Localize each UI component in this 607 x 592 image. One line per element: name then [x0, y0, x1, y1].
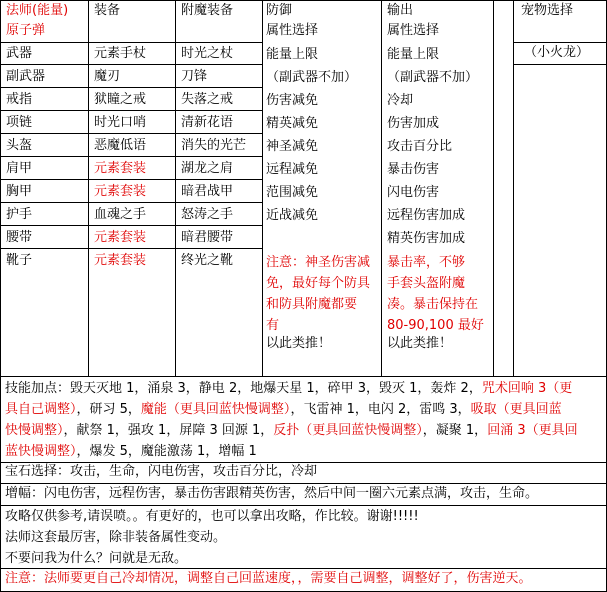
defense-note [266, 252, 370, 336]
equipment-item: 时光口哨 [94, 115, 147, 130]
skill-segment: 具自己调整） [5, 402, 77, 417]
defense-attribute: 神圣减免 [266, 139, 319, 154]
final-note: 注意：法师要更自己冷却情况，调整自己回蓝速度，，需要自己调整，调整好了，伤害逆天。 [5, 571, 532, 586]
grid-line [0, 0, 1, 592]
grid-line [513, 64, 607, 65]
defense-note-tail: 以此类推！ [266, 336, 332, 351]
grid-line [381, 0, 382, 376]
skill-segment: ，凝聚 1， [422, 423, 488, 438]
footer-line: 攻略仅供参考,请误喷。。有更好的，也可以拿出攻略，作比较。谢谢!!!!! [5, 509, 419, 524]
defense-note-line: 免，最好每个防具 [266, 276, 371, 291]
skill-segment: 吸取（更具回蓝 [470, 402, 562, 417]
equipment-item: 元素套装 [94, 161, 147, 176]
skill-segment: ，爆发 5，魔能激荡 1，增幅 1 [76, 444, 257, 459]
enchant-item: 怒涛之手 [181, 207, 234, 222]
skill-line [5, 420, 578, 441]
output-attribute: 能量上限 [387, 47, 440, 62]
defense-attribute: 远程减免 [266, 162, 319, 177]
equipment-item: 元素套装 [94, 184, 147, 199]
defense-attribute: 能量上限 [266, 47, 319, 62]
skill-line [5, 378, 578, 399]
pet-header: 宠物选择 [521, 3, 574, 18]
class-title: 法师(能量) [6, 3, 69, 18]
equipment-slot: 头盔 [6, 138, 33, 153]
enchant-item: 失落之戒 [181, 92, 234, 107]
skill-segment: 蓝快慢调整） [5, 444, 77, 459]
defense-list [266, 43, 357, 227]
equipment-slot: 副武器 [6, 69, 46, 84]
skill-segment: ，献祭 1，强攻 1，屏障 3 回源 1， [63, 423, 274, 438]
output-note-line: 手套头盔附魔 [387, 276, 466, 291]
defense-subheader: 属性选择 [266, 23, 319, 38]
build-name: 原子弹 [6, 23, 46, 38]
output-attribute: 攻击百分比 [387, 139, 453, 154]
enchant-item: 时光之杖 [181, 46, 234, 61]
grid-line [0, 64, 262, 65]
defense-attribute: 范围减免 [266, 185, 319, 200]
skill-segment: ，飞雷神 1，电闪 2，雷鸣 3， [290, 402, 471, 417]
defense-header: 防御 [266, 3, 293, 18]
defense-attribute: 精英减免 [266, 116, 319, 131]
skill-segment: 快慢调整） [5, 423, 64, 438]
defense-attribute: （副武器不加） [266, 70, 358, 85]
grid-line [175, 0, 176, 376]
output-note [387, 252, 484, 336]
output-attribute: 伤害加成 [387, 116, 440, 131]
grid-line [0, 133, 262, 134]
enchant-item: 暗君腰带 [181, 230, 234, 245]
equipment-slot: 护手 [6, 207, 33, 222]
grid-line [493, 0, 494, 376]
grid-line [262, 0, 263, 376]
skill-points [5, 378, 578, 462]
grid-line [88, 0, 89, 376]
enchant-item: 清新花语 [181, 115, 234, 130]
equipment-slot: 肩甲 [6, 161, 33, 176]
equipment-slot: 胸甲 [6, 184, 33, 199]
defense-attribute: 伤害减免 [266, 93, 319, 108]
output-attribute: （副武器不加） [387, 70, 479, 85]
pet-choice: （小火龙） [524, 45, 590, 60]
output-attribute: 冷却 [387, 93, 414, 108]
gem-selection: 宝石选择：攻击，生命，闪电伤害，攻击百分比，冷却 [5, 464, 318, 479]
skill-line [5, 441, 578, 462]
grid-line [0, 376, 607, 377]
output-subheader: 属性选择 [387, 23, 440, 38]
skill-segment: 反扑（更具回蓝快慢调整） [273, 423, 423, 438]
grid-line [0, 87, 262, 88]
output-attribute: 暴击伤害 [387, 162, 440, 177]
output-attribute: 闪电伤害 [387, 185, 440, 200]
output-note-tail: 以此类推！ [387, 336, 453, 351]
grid-line [0, 225, 262, 226]
equipment-slot: 戒指 [6, 92, 33, 107]
enchant-item: 暗君战甲 [181, 184, 234, 199]
equipment-item: 魔刃 [94, 69, 121, 84]
footer-line: 法师这套最厉害，除非装备属性变动。 [5, 530, 227, 545]
grid-line [0, 42, 262, 43]
output-attribute: 精英伤害加成 [387, 231, 466, 246]
equipment-slot: 项链 [6, 115, 33, 130]
equipment-slot: 武器 [6, 46, 33, 61]
grid-line [0, 156, 262, 157]
grid-line [0, 202, 262, 203]
output-note-line: 80-90,100 最好 [387, 318, 484, 333]
output-note-line: 凑。暴击保持在 [387, 297, 479, 312]
skill-segment: 魔能（更具回蓝快慢调整） [140, 402, 291, 417]
skill-line [5, 399, 578, 420]
equipment-item: 元素手杖 [94, 46, 147, 61]
footer-notes [5, 506, 419, 569]
defense-note-line: 注意：神圣伤害减 [266, 255, 371, 270]
grid-line [0, 248, 262, 249]
footer-line: 不要问我为什么？问就是无敌。 [5, 551, 188, 566]
output-list [387, 43, 478, 250]
equipment-slot: 靴子 [6, 253, 33, 268]
defense-attribute: 近战减免 [266, 208, 319, 223]
skill-segment: 技能加点：毁天灭地 1，涌泉 3，静电 2，地爆天星 1，碎甲 3，毁灭 1，轰炸 2， [5, 381, 482, 396]
grid-line [513, 0, 514, 376]
equipment-header: 装备 [94, 3, 121, 18]
skill-segment: ，研习 5， [76, 402, 141, 417]
output-note-line: 暴击率，不够 [387, 255, 466, 270]
skill-segment: 回涌 3（更具回 [487, 423, 578, 438]
equipment-slot: 腰带 [6, 230, 33, 245]
enchant-item: 刀锋 [181, 69, 208, 84]
defense-note-line: 和防具附魔都要 [266, 297, 358, 312]
enchant-item: 消失的光芒 [181, 138, 247, 153]
defense-note-line: 有 [266, 318, 280, 333]
equipment-item: 元素套装 [94, 230, 147, 245]
grid-line [0, 110, 262, 111]
enchant-item: 湖龙之肩 [181, 161, 234, 176]
equipment-item: 元素套装 [94, 253, 147, 268]
output-attribute: 远程伤害加成 [387, 208, 466, 223]
output-header: 输出 [387, 3, 414, 18]
equipment-item: 血魂之手 [94, 207, 147, 222]
grid-line [0, 179, 262, 180]
equipment-item: 恶魔低语 [94, 138, 147, 153]
grid-line [0, 0, 607, 1]
equipment-item: 狱瞳之戒 [94, 92, 147, 107]
boost-selection: 增幅：闪电伤害，远程伤害，暴击伤害跟精英伤害，然后中间一圈六元素点满，攻击，生命。 [5, 486, 539, 501]
skill-segment: 咒术回响 3（更 [481, 381, 573, 396]
enchant-item: 终光之靴 [181, 253, 234, 268]
enchant-header: 附魔装备 [181, 3, 234, 18]
